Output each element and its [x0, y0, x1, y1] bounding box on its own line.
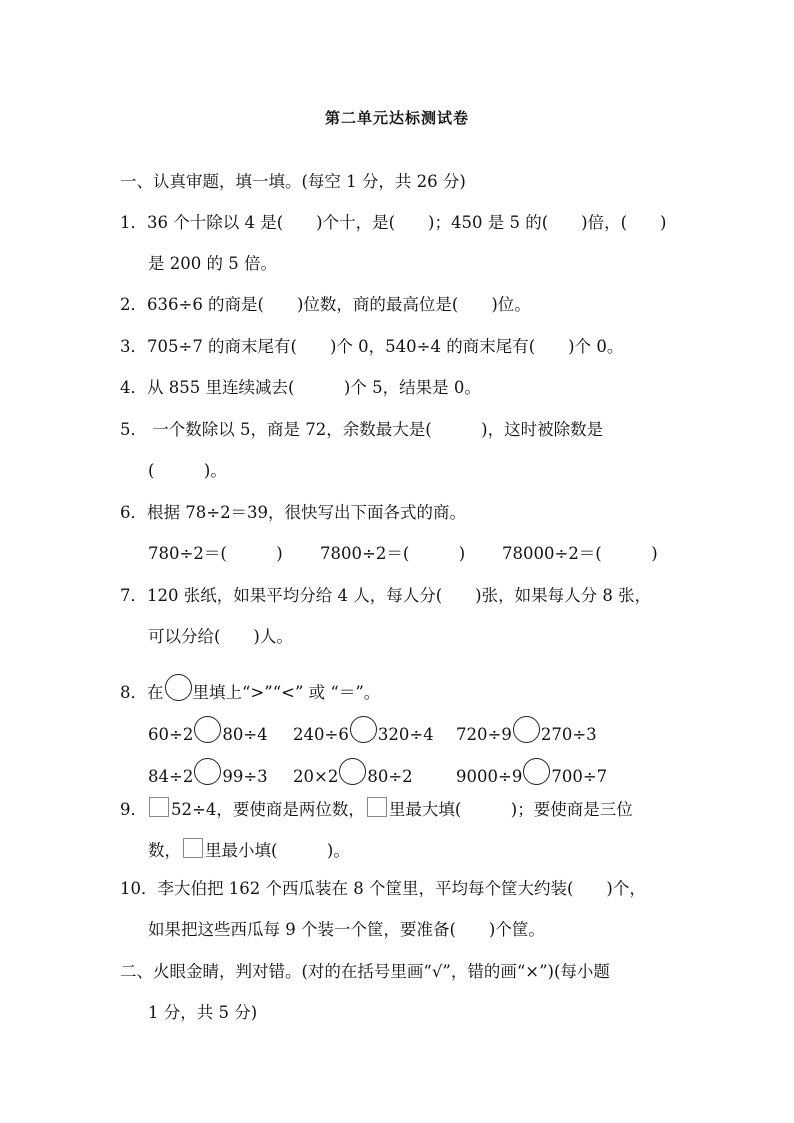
q9-line2a: 数，	[148, 841, 181, 860]
q1-line2: 是 200 的 5 倍。	[148, 254, 277, 273]
q5-line2: ( )。	[148, 461, 227, 480]
q8-right: 700÷7	[551, 767, 608, 786]
compare-circle-icon[interactable]	[523, 758, 550, 785]
compare-circle-icon[interactable]	[513, 716, 540, 743]
q6-item-1: 780÷2＝( )	[148, 544, 283, 563]
compare-circle-icon[interactable]	[339, 758, 366, 785]
q8-compare-5[interactable]	[293, 758, 413, 787]
compare-circle-icon[interactable]	[194, 716, 221, 743]
q8-right: 270÷3	[540, 725, 597, 744]
compare-circle-icon[interactable]	[194, 758, 221, 785]
q9-line2b: 里最小填( )。	[205, 841, 350, 860]
q8-compare-6[interactable]	[456, 758, 607, 787]
q5-line1: 5． 一个数除以 5，商是 72，余数最大是( )，这时被除数是	[120, 420, 604, 439]
square-blank-icon[interactable]	[367, 797, 387, 817]
q7-line1: 7．120 张纸，如果平均分给 4 人，每人分( )张，如果每人分 8 张，	[120, 586, 652, 605]
q6-line1: 6．根据 78÷2＝39，很快写出下面各式的商。	[120, 503, 467, 522]
q8-left: 20×2	[293, 767, 339, 786]
q8-compare-2[interactable]	[293, 716, 434, 745]
section2-heading-line1: 二、火眼金睛，判对错。(对的在括号里画“√”，错的画“×”)(每小题	[120, 962, 610, 981]
q6-item-3: 78000÷2＝( )	[502, 544, 658, 563]
q8-left: 84÷2	[148, 767, 194, 786]
q8-right: 80÷2	[367, 767, 413, 786]
section1-heading: 一、认真审题，填一填。(每空 1 分，共 26 分)	[120, 172, 466, 191]
q8-left: 240÷6	[293, 725, 349, 744]
compare-circle-icon[interactable]	[350, 716, 377, 743]
q8-right: 99÷3	[222, 767, 268, 786]
q8-left: 60÷2	[148, 725, 194, 744]
q10-line2: 如果把这些西瓜每 9 个装一个筐，要准备( )个筐。	[148, 920, 545, 939]
q1-line1: 1．36 个十除以 4 是( )个十，是( )；450 是 5 的( )倍，( )	[120, 213, 667, 232]
q8-prefix: 8．在	[120, 683, 164, 702]
q7-line2: 可以分给( )人。	[148, 627, 293, 646]
circle-blank-icon	[165, 674, 192, 701]
q9-number: 9．	[120, 800, 147, 819]
section2-heading-line2: 1 分，共 5 分)	[148, 1003, 258, 1022]
square-blank-icon[interactable]	[183, 838, 203, 858]
q4: 4．从 855 里连续减去( )个 5，结果是 0。	[120, 378, 481, 397]
q10-line1: 10．李大伯把 162 个西瓜装在 8 个筐里，平均每个筐大约装( )个，	[120, 879, 646, 898]
q8-compare-1[interactable]	[148, 716, 268, 745]
q8-compare-3[interactable]	[456, 716, 597, 745]
q8-compare-4[interactable]	[148, 758, 268, 787]
q8-left: 9000÷9	[456, 767, 523, 786]
q8-left: 720÷9	[456, 725, 512, 744]
square-blank-icon[interactable]	[149, 797, 169, 817]
q6-item-2: 7800÷2＝( )	[320, 544, 466, 563]
q8-right: 320÷4	[377, 725, 434, 744]
q8-right: 80÷4	[222, 725, 268, 744]
page-title: 第二单元达标测试卷	[324, 109, 469, 127]
q3: 3．705÷7 的商末尾有( )个 0，540÷4 的商末尾有( )个 0。	[120, 337, 624, 356]
q2: 2．636÷6 的商是( )位数，商的最高位是( )位。	[120, 295, 531, 314]
q9-part1: 52÷4，要使商是两位数，	[171, 800, 365, 819]
q8-suffix: 里填上“>”“<” 或 “＝”。	[192, 683, 381, 702]
q9-line2	[148, 838, 350, 861]
q9-line1	[120, 797, 633, 820]
q9-part2: 里最大填( )；要使商是三位	[388, 800, 633, 819]
q8-instruction	[120, 674, 380, 703]
